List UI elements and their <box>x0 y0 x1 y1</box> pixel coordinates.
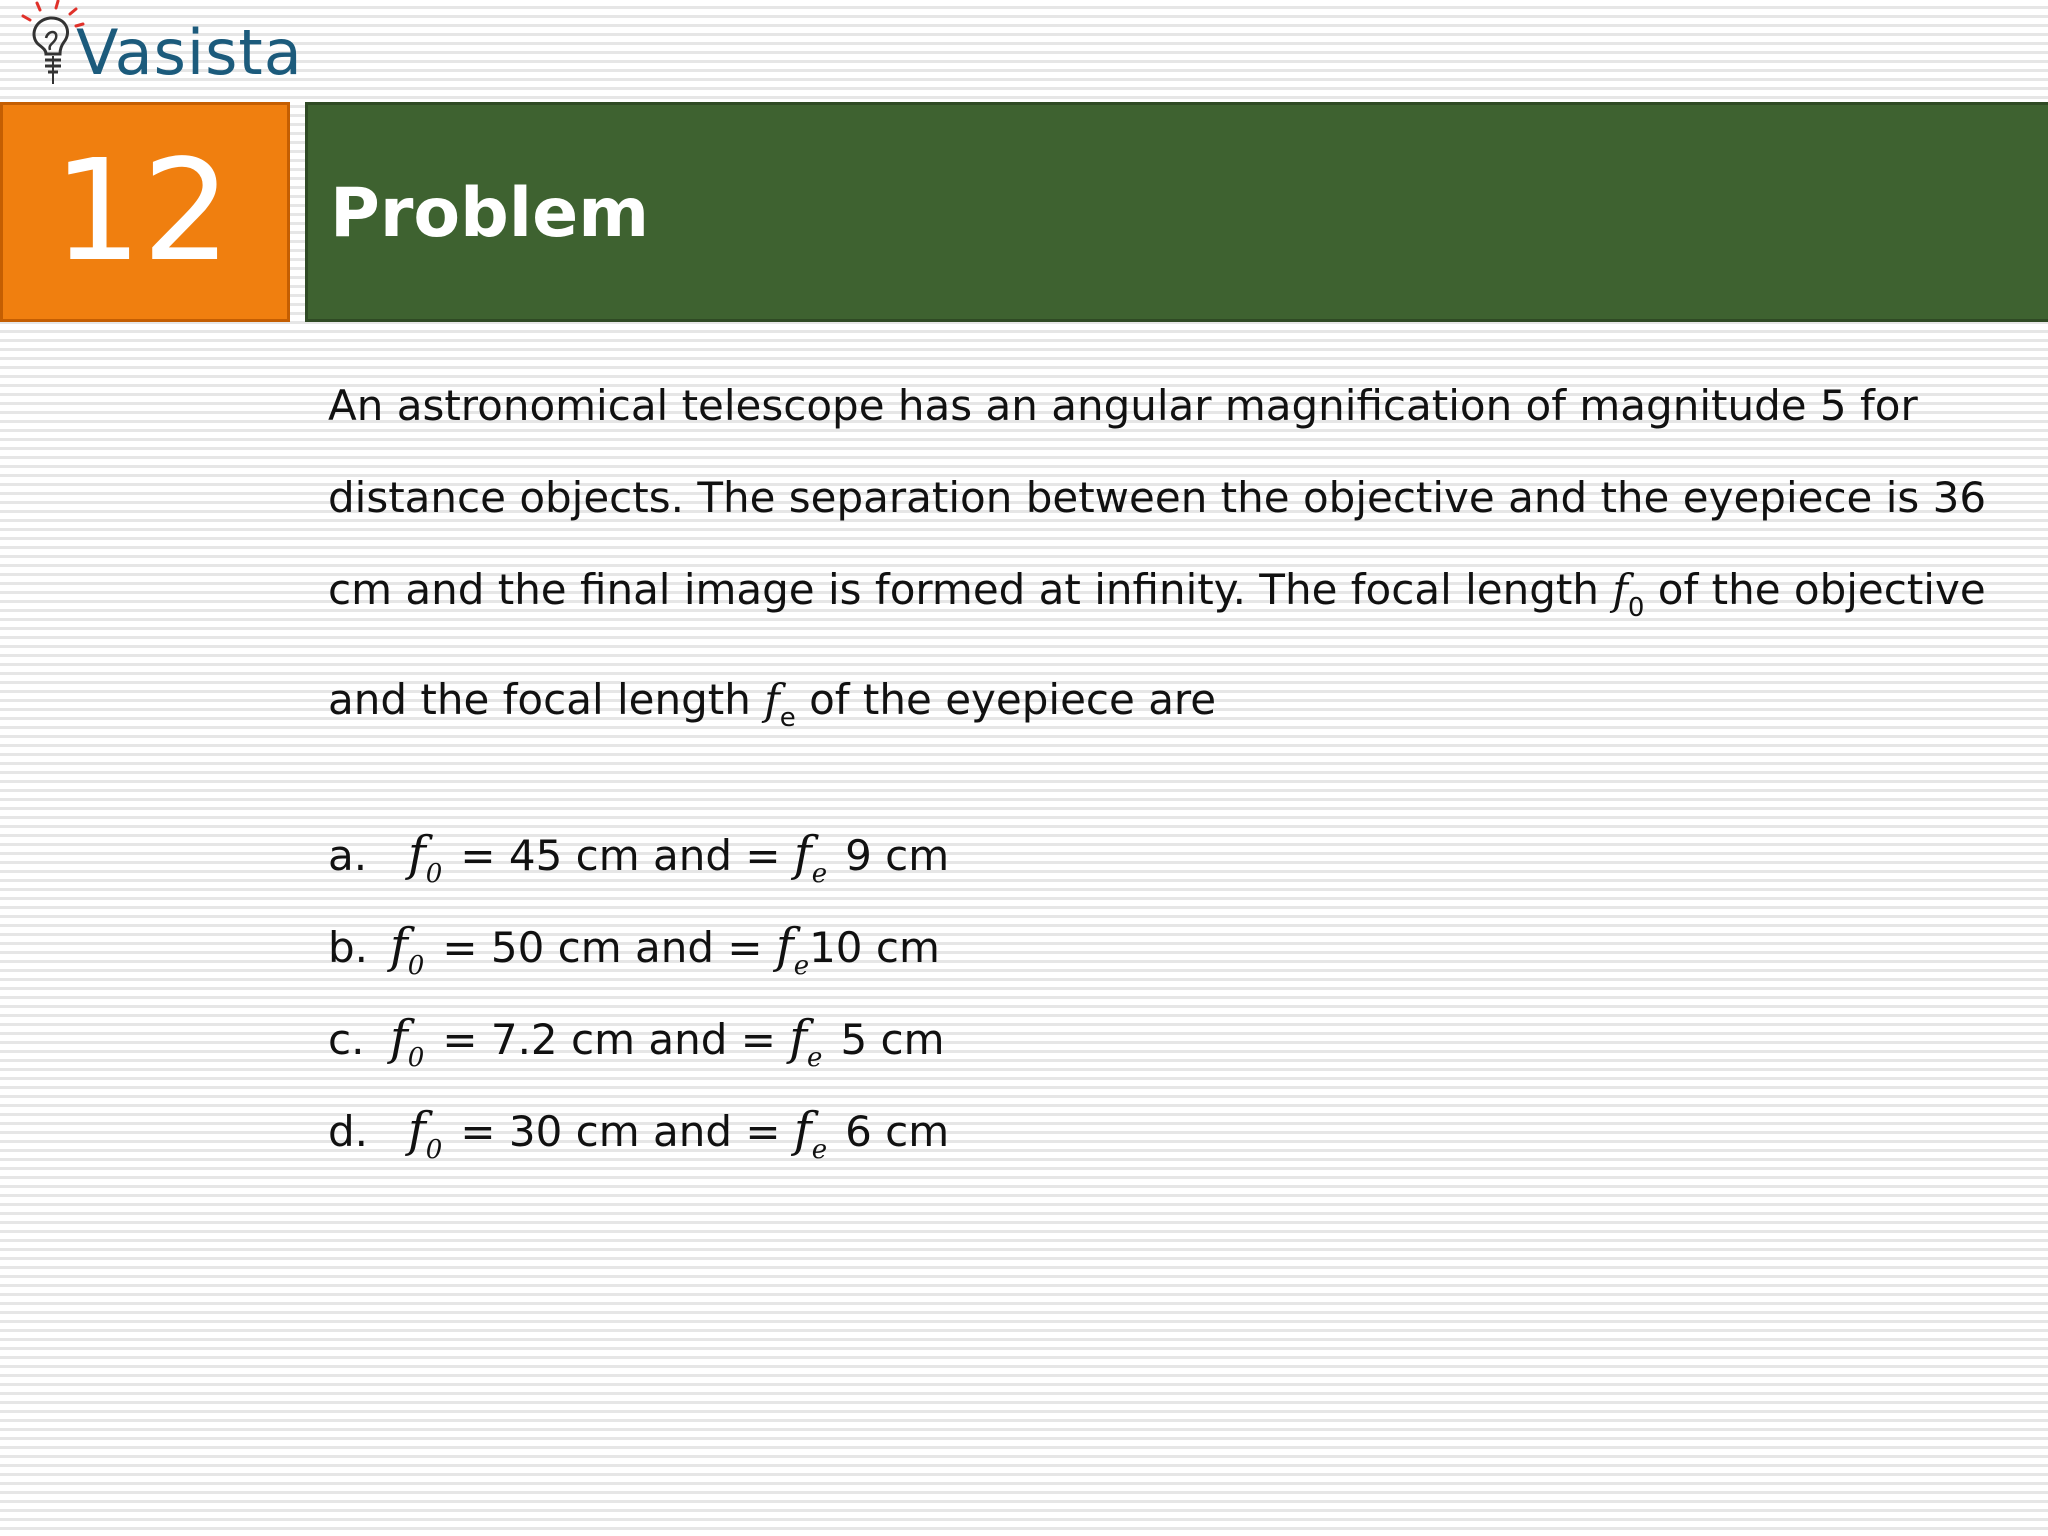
slide-title: Problem <box>330 174 650 253</box>
option-end-value: 9 cm <box>845 831 950 880</box>
option-c[interactable] <box>328 992 1728 1084</box>
question-part-3: of the eyepiece are <box>795 675 1217 724</box>
fe-symbol: f <box>793 826 812 882</box>
f0-subscript: 0 <box>425 1135 443 1165</box>
option-middle-text: = 50 cm and = <box>442 923 763 972</box>
option-middle-text: = 45 cm and = <box>460 831 781 880</box>
fe-subscript: e <box>793 951 810 981</box>
option-end-value: 10 cm <box>809 923 940 972</box>
fe-subscript: e <box>811 859 828 889</box>
f0-symbol: f <box>408 826 426 882</box>
f0-symbol: f <box>390 1010 408 1066</box>
fe-symbol: f <box>789 1010 808 1066</box>
f0-subscript: 0 <box>407 951 425 981</box>
title-bar <box>305 102 2048 322</box>
answer-options <box>328 808 1728 1176</box>
question-text <box>328 360 2008 764</box>
slide-number: 12 <box>52 130 232 293</box>
fe-symbol: f <box>764 675 780 724</box>
f0-symbol: f <box>1612 565 1628 614</box>
option-end-value: 5 cm <box>840 1015 945 1064</box>
f0-subscript: 0 <box>425 859 443 889</box>
f0-symbol: f <box>390 918 408 974</box>
option-middle-text: = 30 cm and = <box>460 1107 781 1156</box>
option-middle-text: = 7.2 cm and = <box>442 1015 776 1064</box>
option-letter: c. <box>328 1015 365 1064</box>
option-a[interactable] <box>328 808 1728 900</box>
f0-subscript: 0 <box>407 1043 425 1073</box>
question-part-1: An astronomical telescope has an angular magnification of magnitude 5 for distance objects. The separation between the objective and the eyepiece is 36 cm and the final image is formed at infinity. The focal length <box>328 381 1987 614</box>
fe-subscript: e <box>779 703 796 733</box>
option-end-value: 6 cm <box>845 1107 950 1156</box>
option-letter: d. <box>328 1107 369 1156</box>
fe-subscript: e <box>811 1135 828 1165</box>
logo-wordmark: Vasista <box>76 16 303 89</box>
slide-number-box <box>0 102 290 322</box>
f0-subscript: 0 <box>1627 593 1645 623</box>
question-part-2: of the objective and the focal length <box>328 565 1986 724</box>
option-b[interactable] <box>328 900 1728 992</box>
fe-symbol: f <box>775 918 794 974</box>
option-letter: a. <box>328 831 368 880</box>
f0-symbol: f <box>408 1102 426 1158</box>
option-letter: b. <box>328 923 369 972</box>
option-d[interactable] <box>328 1084 1728 1176</box>
vasista-logo <box>18 0 303 100</box>
fe-subscript: e <box>807 1043 823 1073</box>
fe-symbol: f <box>793 1102 812 1158</box>
